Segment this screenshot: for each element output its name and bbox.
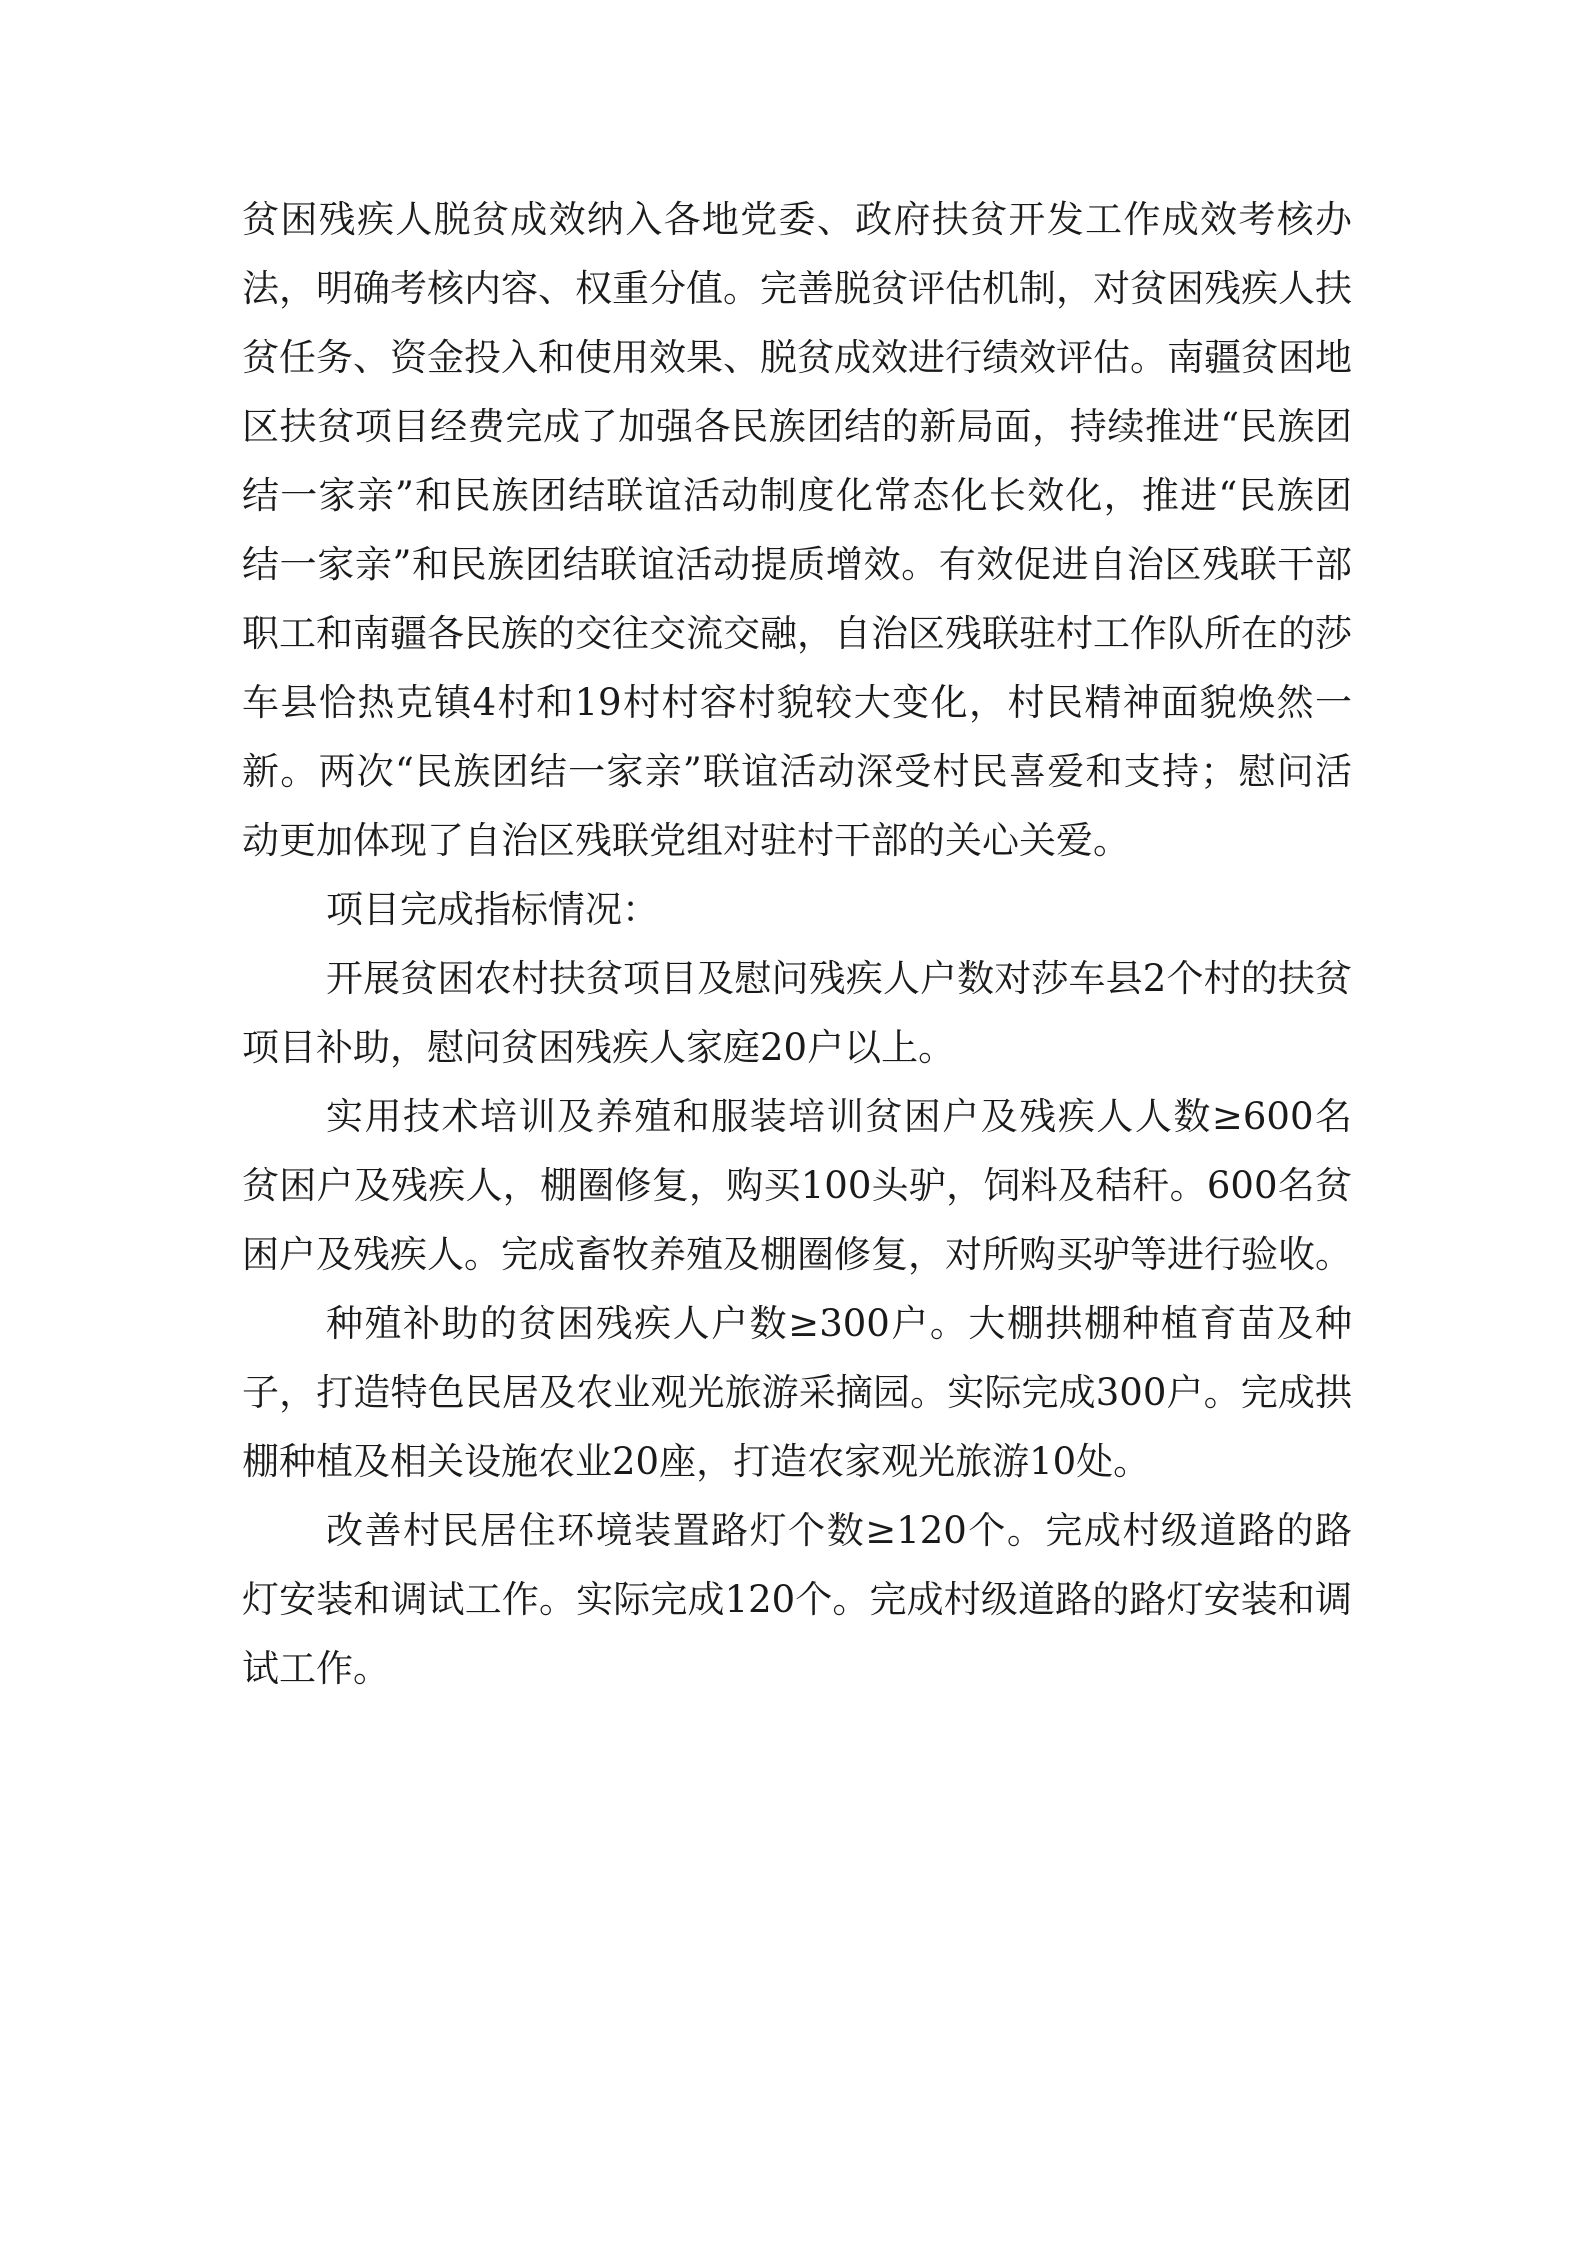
paragraph-training: 实用技术培训及养殖和服装培训贫困户及残疾人人数≥600名贫困户及残疾人，棚圈修复，购买100头驴，饲料及秸秆。600名贫困户及残疾人。完成畜牧养殖及棚圈修复，对所购买驴等进行验收。 [242,1095,1352,1276]
paragraph-poverty-project: 开展贫困农村扶贫项目及慰问残疾人户数对莎车县2个村的扶贫项目补助，慰问贫困残疾人家庭20户以上。 [242,957,1352,1069]
document-body [242,185,1352,1703]
paragraph-planting-subsidy: 种殖补助的贫困残疾人户数≥300户。大棚拱棚种植育苗及种子，打造特色民居及农业观光旅游采摘园。实际完成300户。完成拱棚种植及相关设施农业20座，打造农家观光旅游10处。 [242,1302,1352,1483]
paragraph-evaluation: 贫困残疾人脱贫成效纳入各地党委、政府扶贫开发工作成效考核办法，明确考核内容、权重分值。完善脱贫评估机制，对贫困残疾人扶贫任务、资金投入和使用效果、脱贫成效进行绩效评估。南疆贫困地区扶贫项目经费完成了加强各民族团结的新局面，持续推进“民族团结一家亲”和民族团结联谊活动制度化常态化长效化，推进“民族团结一家亲”和民族团结联谊活动提质增效。有效促进自治区残联干部职工和南疆各民族的交往交流交融，自治区残联驻村工作队所在的莎车县恰热克镇4村和19村村容村貌较大变化，村民精神面貌焕然一新。两次“民族团结一家亲”联谊活动深受村民喜爱和支持；慰问活动更加体现了自治区残联党组对驻村干部的关心关爱。 [242,198,1352,862]
paragraph-indicator-heading: 项目完成指标情况： [326,888,659,931]
paragraph-street-lights: 改善村民居住环境装置路灯个数≥120个。完成村级道路的路灯安装和调试工作。实际完成120个。完成村级道路的路灯安装和调试工作。 [242,1509,1352,1690]
